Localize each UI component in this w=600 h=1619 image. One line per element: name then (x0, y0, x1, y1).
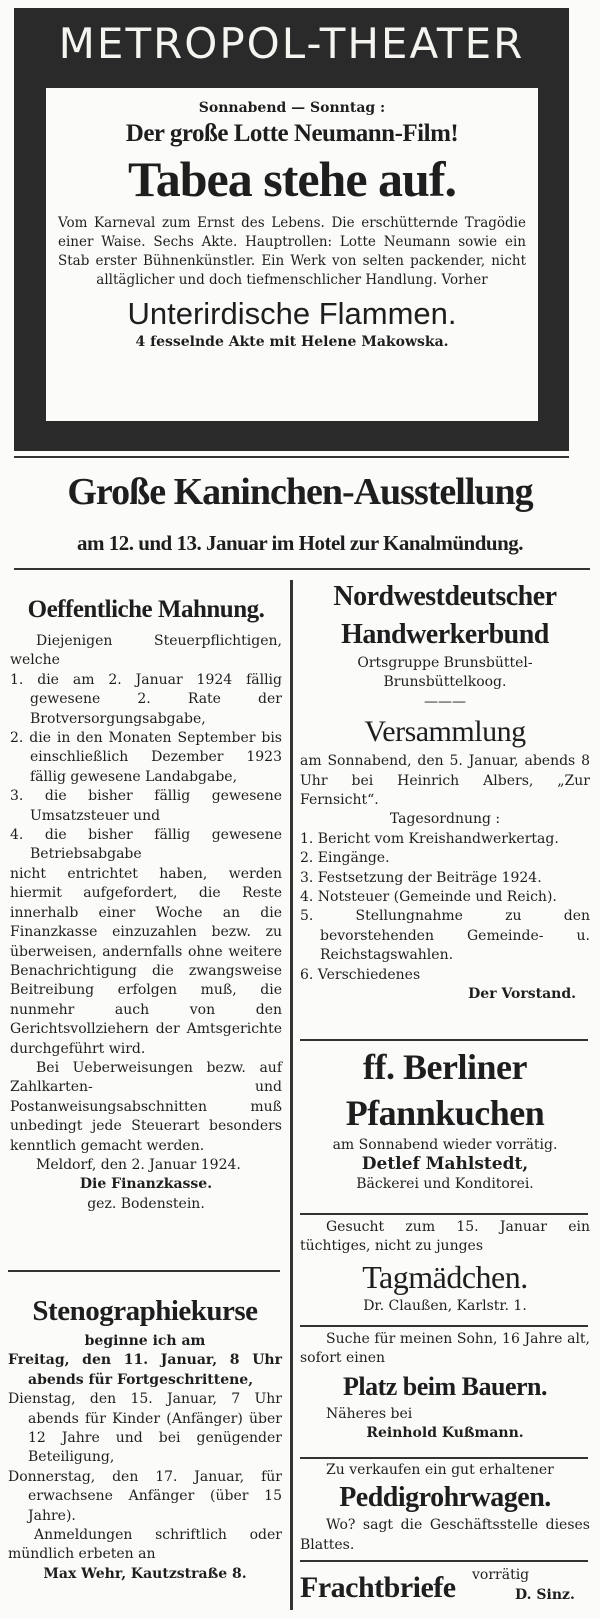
frachtbriefe-ad (300, 1566, 590, 1616)
mahnung-signature: Die Finanzkasse. (79, 1176, 213, 1193)
bauer-title: Platz beim Bauern. (342, 1371, 548, 1401)
wagen-where: Wo? sagt die Geschäftsstelle dieses Blattes. (300, 1517, 590, 1553)
bauer-text: Suche für meinen Sohn, 16 Jahre alt, sofort einen (300, 1331, 590, 1367)
agenda-item: 3. Festsetzung der Beiträge 1924. (300, 869, 542, 886)
separator: ——— (424, 693, 466, 710)
agenda-item: 1. Bericht vom Kreishandwerkertag. (300, 830, 559, 847)
agenda-item: 2. Eingänge. (300, 850, 390, 867)
mahnung-signature-name: gez. Bodenstein. (87, 1195, 205, 1212)
handwerker-title: Handwerkerbund (341, 619, 549, 650)
agenda-item: 4. Notsteuer (Gemeinde und Reich). (300, 889, 557, 906)
frame-band (14, 421, 569, 451)
mahnung-item: 4. die bisher fällig gewesene Betriebsabgabe (10, 827, 282, 863)
theater-title: METROPOL-THEATER (58, 18, 525, 68)
mahnung-body2: Bei Ueberweisungen bezw. auf Zahlkarten- und Postanweisungsabschnitten muß unbedingt jede Steuerart besonders kenntlich gemacht werden. (10, 1059, 282, 1154)
frachtbriefe-title: Frachtbriefe (300, 1571, 456, 1604)
steno-item: Freitag, den 11. Januar, 8 Uhr abends für Fortgeschrittene, (8, 1352, 282, 1388)
theater-days: Sonnabend — Sonntag : (198, 100, 386, 116)
theater-subtitle: Der große Lotte Neumann-Film! (125, 120, 459, 147)
pfannkuchen-title: ff. Berliner (363, 1047, 527, 1087)
divider (300, 1213, 588, 1215)
film-title: Tabea stehe auf. (127, 151, 457, 207)
mahnung-body: nicht entrichtet haben, werden hiermit aufgefordert, die Reste innerhalb einer Woche an die Finanzkasse einzuzahlen bezw. zu überweisen, andernfalls ohne weitere Benachrichtigung die zwangsweise Beitreibung erfolgen muß, die nunmehr auch von den Gerichtsvollziehern der Amtsgerichte durchgeführt wird. (10, 865, 282, 1057)
mahnung-item: 3. die bisher fällig gewesene Umsatzsteuer und (10, 788, 282, 824)
bauer-ad (300, 1330, 590, 1444)
theater-ad (14, 8, 569, 451)
handwerker-ad (300, 578, 590, 1005)
frachtbriefe-text: vorrätig (472, 1567, 530, 1583)
handwerker-title: Nordwestdeutscher (333, 581, 557, 612)
mahnung-intro: Diejenigen Steuerpflichtigen, welche (10, 633, 282, 669)
pfannkuchen-title: Pfannkuchen (345, 1093, 545, 1133)
second-film-title: Unterirdische Flammen. (127, 296, 457, 331)
second-film-details: 4 fesselnde Akte mit Helene Makowska. (135, 334, 449, 350)
exhibition-subtitle: am 12. und 13. Januar im Hotel zur Kanalmündung. (76, 531, 524, 555)
meeting-when: am Sonnabend, den 5. Januar, abends 8 Uhr bei Heinrich Albers, „Zur Fernsicht“. (300, 753, 590, 809)
tagmaedchen-text: Gesucht zum 15. Januar ein tüchtiges, nicht zu junges (300, 1219, 590, 1255)
steno-item: Dienstag, den 15. Januar, 7 Uhr abends für Kinder (Anfänger) über 12 Jahre und bei genügender Beteiligung, (8, 1391, 282, 1466)
steno-item: Donnerstag, den 17. Januar, für erwachsene Anfänger (über 15 Jahre). (8, 1468, 282, 1524)
steno-title: Stenographiekurse (32, 1295, 258, 1327)
pfannkuchen-trade: Bäckerei und Konditorei. (356, 1175, 534, 1192)
mahnung-item: 1. die am 2. Januar 1924 fällig gewesene 2. Rate der Brotversorgungsabgabe, (10, 671, 282, 727)
mahnung-notice (10, 588, 282, 1214)
divider (300, 1457, 588, 1459)
wagen-title: Peddigrohrwagen. (339, 1482, 551, 1514)
agenda-item: 5. Stellungnahme zu den bevorstehenden Gemeinde- u. Reichstagswahlen. (300, 908, 590, 964)
exhibition-title: Große Kaninchen-Ausstellung (67, 471, 533, 513)
tagmaedchen-ad (300, 1218, 590, 1316)
divider (300, 1325, 588, 1327)
steno-intro: beginne ich am (84, 1333, 206, 1349)
tagmaedchen-title: Tagmädchen. (362, 1258, 528, 1295)
meeting-title: Versammlung (364, 715, 526, 749)
mahnung-title: Oeffentliche Mahnung. (27, 596, 265, 623)
column-divider (290, 580, 293, 1610)
bauer-signature: Reinhold Kußmann. (366, 1425, 524, 1442)
tagmaedchen-signature: Dr. Claußen, Karlstr. 1. (363, 1297, 527, 1314)
film-description: Vom Karneval zum Ernst des Lebens. Die erschütternde Tragödie einer Waise. Sechs Akte. Hauptrollen: Lotte Neumann sowie ein Stab erster Bühnenkünstler. Ein Werk von selten packender, nicht alltäglicher und doch tiefmenschlicher Handlung. Vorher (58, 215, 526, 288)
steno-ad (8, 1290, 282, 1584)
steno-note: Anmeldungen schriftlich oder mündlich erbeten an (8, 1527, 282, 1563)
pfannkuchen-text: am Sonnabend wieder vorrätig. (332, 1137, 558, 1153)
theater-ad-body (46, 88, 538, 421)
wagen-text: Zu verkaufen ein gut erhaltener (326, 1462, 554, 1478)
pfannkuchen-name: Detlef Mahlstedt, (361, 1154, 529, 1175)
bauer-more: Näheres bei (326, 1405, 413, 1422)
mahnung-date: Meldorf, den 2. Januar 1924. (36, 1156, 241, 1173)
wagen-ad (300, 1461, 590, 1555)
handwerker-signature: Der Vorstand. (468, 986, 576, 1003)
divider (14, 456, 569, 458)
mahnung-item: 2. die in den Monaten September bis einschließlich Dezember 1923 fällig gewesene Landabgabe, (10, 730, 282, 785)
handwerker-group: Ortsgruppe Brunsbüttel-Brunsbüttelkoog. (357, 655, 533, 691)
divider (8, 1270, 280, 1272)
frachtbriefe-signature: D. Sinz. (515, 1587, 575, 1603)
divider (300, 1560, 588, 1562)
agenda-item: 6. Verschiedenes (300, 966, 421, 983)
divider (300, 1039, 588, 1041)
steno-signature: Max Wehr, Kautzstraße 8. (43, 1565, 247, 1582)
divider (14, 568, 590, 570)
agenda-title: Tagesordnung : (389, 811, 501, 828)
pfannkuchen-ad (300, 1044, 590, 1194)
